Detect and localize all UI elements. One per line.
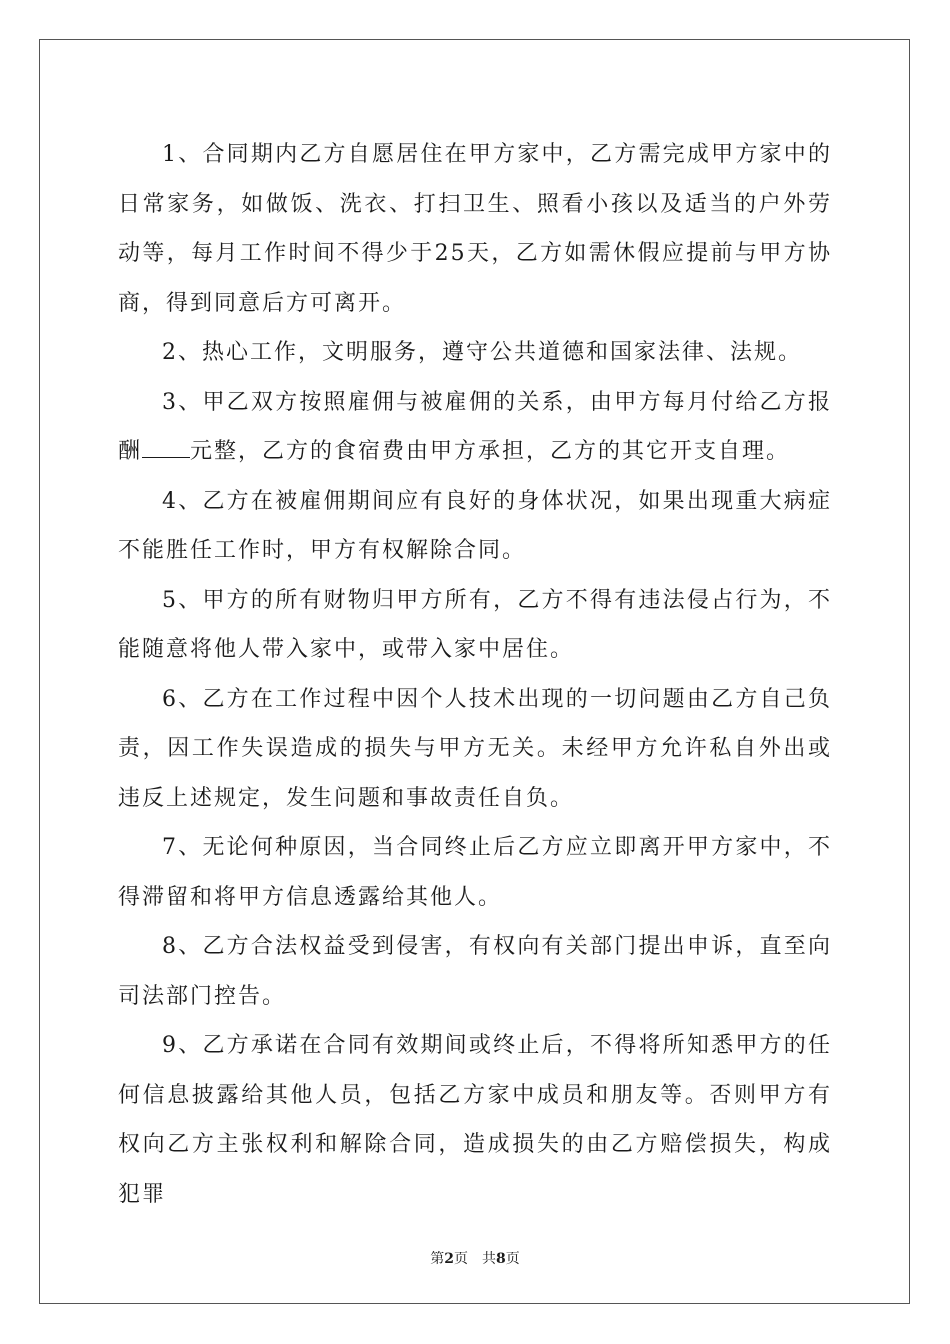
footer-page-total: 8 (496, 1251, 506, 1267)
clause-8: 8、乙方合法权益受到侵害，有权向有关部门提出申诉，直至向司法部门控告。 (118, 934, 832, 1009)
clause-4: 4、乙方在被雇佣期间应有良好的身体状况，如果出现重大病症不能胜任工作时，甲方有权解除合同。 (118, 488, 832, 563)
clause-3-part-a: 3、甲乙双方按照雇佣与被雇佣的关系，由甲方每月付给乙方报酬 (118, 389, 832, 464)
page-footer (0, 1248, 950, 1268)
amount-blank (142, 439, 190, 458)
clause-5: 5、甲方的所有财物归甲方所有，乙方不得有违法侵占行为，不能随意将他人带入家中，或带入家中居住。 (118, 587, 832, 662)
clause-9: 9、乙方承诺在合同有效期间或终止后，不得将所知悉甲方的任何信息披露给其他人员，包括乙方家中成员和朋友等。否则甲方有权向乙方主张权利和解除合同，造成损失的由乙方赔偿损失，构成犯罪 (118, 1033, 832, 1207)
clause-6: 6、乙方在工作过程中因个人技术出现的一切问题由乙方自己负责，因工作失误造成的损失与甲方无关。未经甲方允许私自外出或违反上述规定，发生问题和事故责任自负。 (118, 686, 832, 811)
clause-2: 2、热心工作，文明服务，遵守公共道德和国家法律、法规。 (162, 340, 802, 365)
footer-page-suffix: 页 (454, 1251, 468, 1267)
footer-total-prefix: 共 (482, 1251, 496, 1267)
document-body (118, 130, 832, 1219)
clause-3 (118, 378, 832, 477)
footer-total-suffix: 页 (505, 1251, 520, 1267)
clause-7: 7、无论何种原因，当合同终止后乙方应立即离开甲方家中，不得滞留和将甲方信息透露给其他人。 (118, 835, 832, 910)
clause-1: 1、合同期内乙方自愿居住在甲方家中，乙方需完成甲方家中的日常家务，如做饭、洗衣、打扫卫生、照看小孩以及适当的户外劳动等，每月工作时间不得少于25天，乙方如需休假应提前与甲方协商，得到同意后方可离开。 (118, 142, 832, 316)
footer-page-prefix: 第 (430, 1251, 445, 1267)
footer-page-current: 2 (444, 1251, 454, 1267)
clause-3-part-b: 元整，乙方的食宿费由甲方承担，乙方的其它开支自理。 (190, 439, 791, 464)
